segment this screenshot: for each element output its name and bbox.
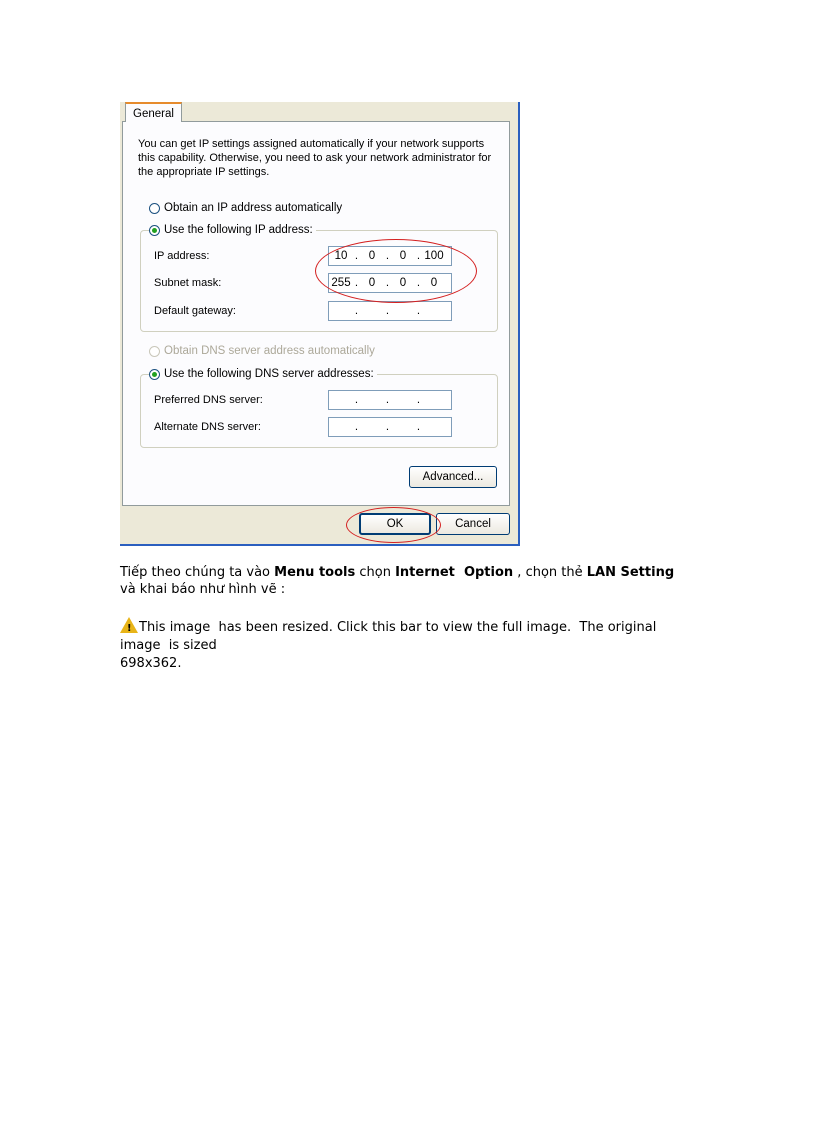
highlight-ellipse-ok — [346, 507, 441, 543]
radio-checked-icon — [149, 225, 160, 236]
preferred-dns-label: Preferred DNS server: — [154, 394, 263, 406]
default-gateway-input[interactable]: . . . — [328, 301, 452, 321]
radio-disabled-icon — [149, 346, 160, 357]
radio-label: Use the following DNS server addresses: — [164, 368, 374, 380]
alternate-dns-input[interactable]: . . . — [328, 417, 452, 437]
tcpip-properties-screenshot — [120, 102, 520, 546]
instruction-paragraph — [120, 564, 720, 598]
radio-obtain-dns-auto — [149, 345, 375, 357]
radio-label: Obtain DNS server address automatically — [164, 345, 375, 357]
ip-octet: 10 — [334, 250, 348, 262]
radio-label: Obtain an IP address automatically — [164, 202, 343, 214]
preferred-dns-input[interactable]: . . . — [328, 390, 452, 410]
radio-obtain-ip-auto[interactable] — [149, 202, 342, 214]
text-fragment: , chọn thẻ — [513, 565, 587, 580]
subnet-mask-label: Subnet mask: — [154, 277, 222, 289]
ip-octet: 0 — [430, 277, 438, 289]
original-size-text: 698x362. — [120, 656, 182, 671]
intro-text: You can get IP settings assigned automatically if your network supports this capability. Otherwise, you need to ask your network administrator for the appropriate IP settings. — [138, 138, 492, 178]
text-fragment: và khai báo như hình vẽ : — [120, 582, 286, 597]
advanced-button[interactable]: Advanced... — [409, 466, 497, 488]
alternate-dns-label: Alternate DNS server: — [154, 421, 261, 433]
bold-menu-tools: Menu tools — [274, 565, 356, 580]
ip-address-label: IP address: — [154, 250, 210, 262]
radio-checked-icon — [149, 369, 160, 380]
ip-address-input[interactable]: 10 . 0 . 0 . 100 — [328, 246, 452, 266]
text-fragment: chọn — [355, 565, 396, 580]
ip-octet: 0 — [368, 277, 376, 289]
ip-octet: 100 — [424, 250, 444, 262]
cancel-button[interactable]: Cancel — [436, 513, 510, 535]
warning-icon: ! — [120, 617, 138, 633]
ip-octet: 0 — [399, 250, 407, 262]
tab-general[interactable]: General — [125, 102, 182, 122]
subnet-mask-input[interactable]: 255 . 0 . 0 . 0 — [328, 273, 452, 293]
resize-notice-bar[interactable] — [120, 617, 680, 673]
ip-octet: 0 — [399, 277, 407, 289]
text-fragment: Tiếp theo chúng ta vào — [120, 565, 275, 580]
default-gateway-label: Default gateway: — [154, 305, 236, 317]
radio-use-following-dns[interactable] — [149, 368, 377, 380]
bold-internet-option: Internet Option — [395, 565, 514, 580]
resize-notice-text: This image has been resized. Click this bar to view the full image. The original image is sized — [120, 620, 661, 653]
radio-unchecked-icon — [149, 203, 160, 214]
highlight-ellipse-ip — [315, 239, 477, 303]
ok-button[interactable]: OK — [359, 513, 431, 535]
radio-label: Use the following IP address: — [164, 224, 313, 236]
ip-octet: 0 — [368, 250, 376, 262]
bold-lan-setting: LAN Setting — [586, 565, 675, 580]
ip-octet: 255 — [331, 277, 351, 289]
radio-use-following-ip[interactable] — [149, 224, 316, 236]
